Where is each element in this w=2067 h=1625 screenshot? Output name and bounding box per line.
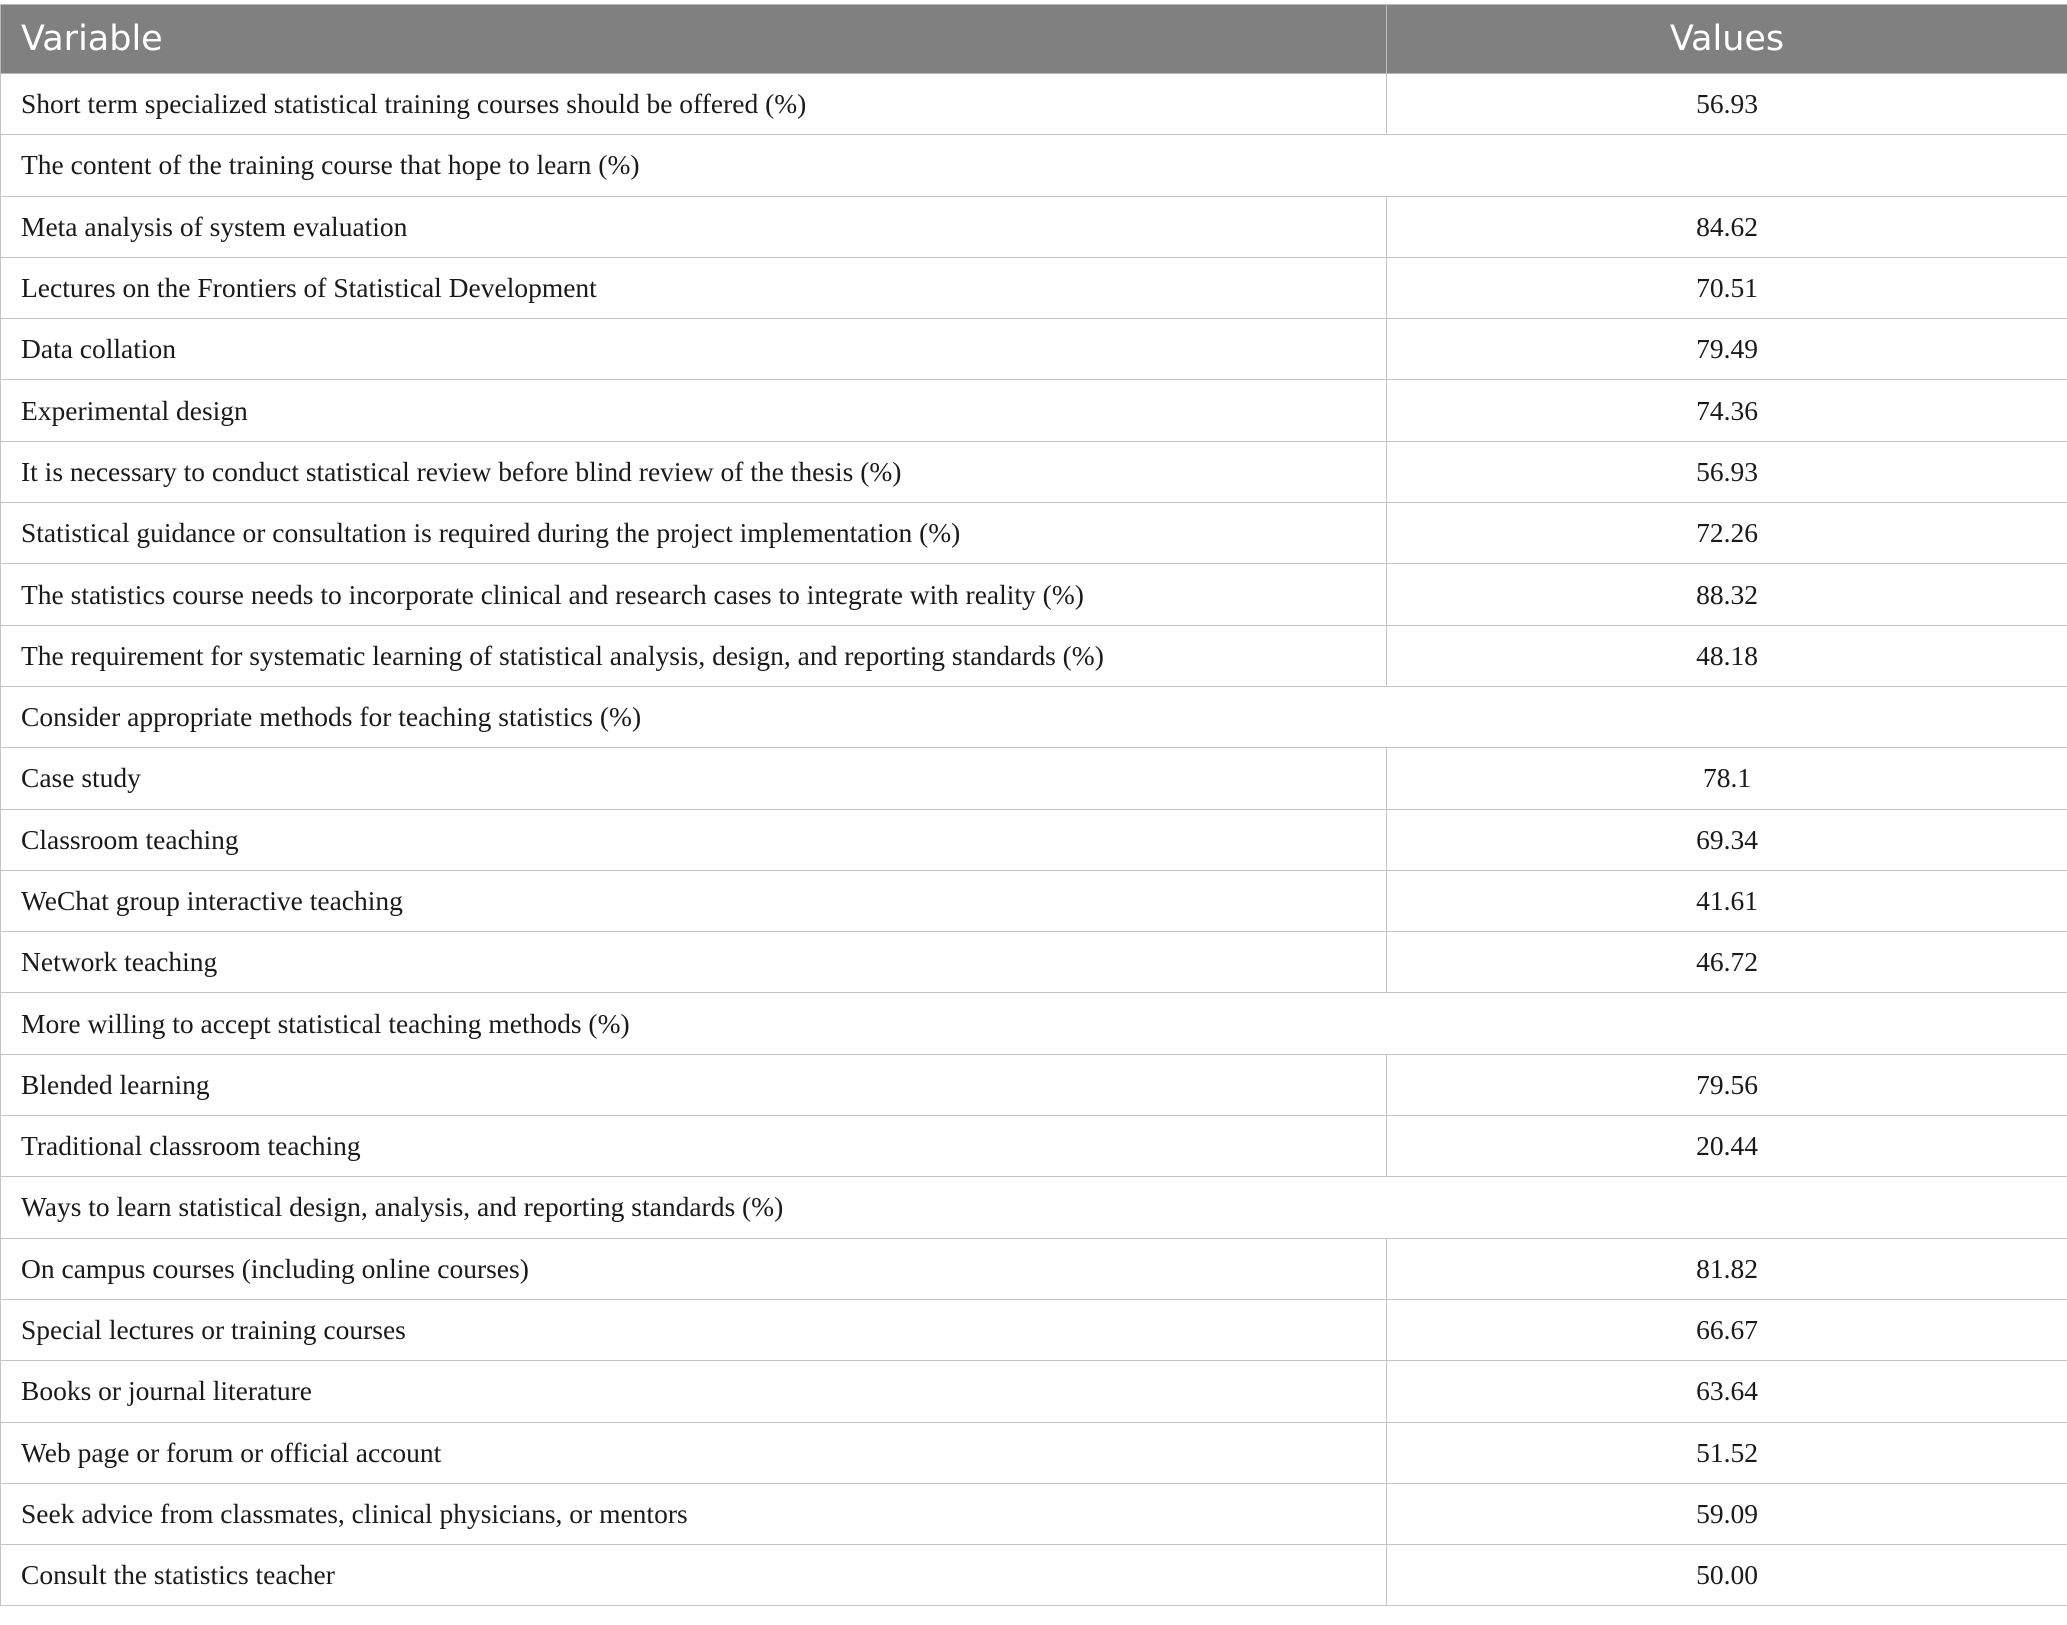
value-cell: 56.93	[1387, 74, 2067, 135]
variable-cell: It is necessary to conduct statistical review before blind review of the thesis (%)	[1, 441, 1387, 502]
section-label: Ways to learn statistical design, analysis, and reporting standards (%)	[1, 1177, 2067, 1238]
section-label: Consider appropriate methods for teaching statistics (%)	[1, 686, 2067, 747]
variable-cell: Meta analysis of system evaluation	[1, 196, 1387, 257]
table-row	[1, 748, 2067, 809]
value-cell: 48.18	[1387, 625, 2067, 686]
value-cell: 63.64	[1387, 1361, 2067, 1422]
value-cell: 20.44	[1387, 1116, 2067, 1177]
variable-cell: Seek advice from classmates, clinical physicians, or mentors	[1, 1483, 1387, 1544]
survey-results-table	[0, 4, 2067, 1606]
table-row	[1, 257, 2067, 318]
value-cell: 46.72	[1387, 932, 2067, 993]
table-row	[1, 1116, 2067, 1177]
table-row	[1, 932, 2067, 993]
value-cell: 88.32	[1387, 564, 2067, 625]
value-cell: 50.00	[1387, 1545, 2067, 1606]
data-table-container	[0, 4, 2067, 1606]
value-cell: 70.51	[1387, 257, 2067, 318]
variable-cell: WeChat group interactive teaching	[1, 870, 1387, 931]
table-row	[1, 319, 2067, 380]
variable-cell: Statistical guidance or consultation is required during the project implementation (%)	[1, 503, 1387, 564]
table-body	[1, 74, 2067, 1606]
table-row	[1, 1361, 2067, 1422]
value-cell: 79.49	[1387, 319, 2067, 380]
table-row	[1, 1422, 2067, 1483]
section-label: More willing to accept statistical teaching methods (%)	[1, 993, 2067, 1054]
column-header-values: Values	[1387, 5, 2067, 74]
value-cell: 79.56	[1387, 1054, 2067, 1115]
table-row	[1, 74, 2067, 135]
value-cell: 41.61	[1387, 870, 2067, 931]
table-row	[1, 1299, 2067, 1360]
variable-cell: Books or journal literature	[1, 1361, 1387, 1422]
variable-cell: Short term specialized statistical training courses should be offered (%)	[1, 74, 1387, 135]
table-row	[1, 380, 2067, 441]
variable-cell: Web page or forum or official account	[1, 1422, 1387, 1483]
value-cell: 72.26	[1387, 503, 2067, 564]
variable-cell: Consult the statistics teacher	[1, 1545, 1387, 1606]
section-label: The content of the training course that hope to learn (%)	[1, 135, 2067, 196]
value-cell: 66.67	[1387, 1299, 2067, 1360]
section-header-row	[1, 993, 2067, 1054]
value-cell: 81.82	[1387, 1238, 2067, 1299]
variable-cell: Network teaching	[1, 932, 1387, 993]
section-header-row	[1, 1177, 2067, 1238]
table-row	[1, 441, 2067, 502]
header-row	[1, 5, 2067, 74]
variable-cell: Lectures on the Frontiers of Statistical Development	[1, 257, 1387, 318]
table-header	[1, 5, 2067, 74]
variable-cell: Special lectures or training courses	[1, 1299, 1387, 1360]
table-row	[1, 564, 2067, 625]
variable-cell: The statistics course needs to incorporate clinical and research cases to integrate with reality (%)	[1, 564, 1387, 625]
value-cell: 69.34	[1387, 809, 2067, 870]
column-header-variable: Variable	[1, 5, 1387, 74]
variable-cell: Traditional classroom teaching	[1, 1116, 1387, 1177]
table-row	[1, 503, 2067, 564]
value-cell: 78.1	[1387, 748, 2067, 809]
variable-cell: Data collation	[1, 319, 1387, 380]
table-row	[1, 870, 2067, 931]
table-row	[1, 809, 2067, 870]
value-cell: 51.52	[1387, 1422, 2067, 1483]
value-cell: 84.62	[1387, 196, 2067, 257]
table-row	[1, 1054, 2067, 1115]
variable-cell: Case study	[1, 748, 1387, 809]
variable-cell: The requirement for systematic learning of statistical analysis, design, and reporting standards (%)	[1, 625, 1387, 686]
variable-cell: Experimental design	[1, 380, 1387, 441]
variable-cell: On campus courses (including online courses)	[1, 1238, 1387, 1299]
table-row	[1, 1545, 2067, 1606]
section-header-row	[1, 135, 2067, 196]
table-row	[1, 1483, 2067, 1544]
variable-cell: Blended learning	[1, 1054, 1387, 1115]
table-row	[1, 1238, 2067, 1299]
variable-cell: Classroom teaching	[1, 809, 1387, 870]
section-header-row	[1, 686, 2067, 747]
value-cell: 74.36	[1387, 380, 2067, 441]
table-row	[1, 625, 2067, 686]
table-row	[1, 196, 2067, 257]
value-cell: 56.93	[1387, 441, 2067, 502]
value-cell: 59.09	[1387, 1483, 2067, 1544]
